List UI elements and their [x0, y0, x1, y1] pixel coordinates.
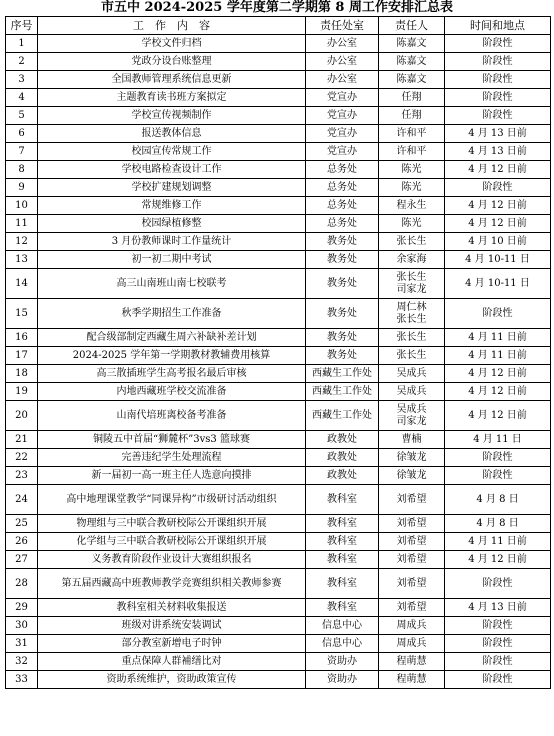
person-cell: 陈嘉文	[379, 71, 445, 89]
table-row	[6, 431, 551, 449]
row-number: 2	[6, 53, 38, 71]
time-cell: 4 月 13 日前	[445, 599, 551, 617]
task-cell: 物理组与三中联合教研校际公开课组织开展	[38, 515, 306, 533]
department-cell: 西藏生工作处	[306, 383, 379, 401]
table-row	[6, 161, 551, 179]
department-cell: 教科室	[306, 551, 379, 569]
table-row	[6, 89, 551, 107]
person-cell: 许和平	[379, 125, 445, 143]
person-cell: 张长生	[379, 329, 445, 347]
person-cell: 任翔	[379, 107, 445, 125]
header-number: 序号	[6, 17, 38, 35]
header-time: 时间和地点	[445, 17, 551, 35]
person-cell: 刘希望	[379, 515, 445, 533]
task-cell: 常规维修工作	[38, 197, 306, 215]
person-cell: 曹楠	[379, 431, 445, 449]
department-cell: 办公室	[306, 53, 379, 71]
row-number: 23	[6, 467, 38, 485]
time-cell: 4 月 8 日	[445, 485, 551, 515]
row-number: 19	[6, 383, 38, 401]
person-cell: 陈光	[379, 161, 445, 179]
table-row	[6, 125, 551, 143]
department-cell: 总务处	[306, 179, 379, 197]
table-row	[6, 365, 551, 383]
department-cell: 教务处	[306, 299, 379, 329]
task-cell: 教科室相关材料收集报送	[38, 599, 306, 617]
table-row	[6, 215, 551, 233]
row-number: 22	[6, 449, 38, 467]
table-row	[6, 347, 551, 365]
document-title: 市五中 2024-2025 学年度第二学期第 8 周工作安排汇总表	[101, 0, 453, 15]
person-cell: 任翔	[379, 89, 445, 107]
row-number: 7	[6, 143, 38, 161]
table-row	[6, 53, 551, 71]
task-cell: 义务教育阶段作业设计大赛组织报名	[38, 551, 306, 569]
table-row	[6, 143, 551, 161]
department-cell: 教科室	[306, 485, 379, 515]
time-cell: 4 月 12 日前	[445, 383, 551, 401]
department-cell: 政教处	[306, 449, 379, 467]
task-cell: 山南代培班离校备考准备	[38, 401, 306, 431]
person-cell: 张长生	[379, 233, 445, 251]
table-row	[6, 251, 551, 269]
department-cell: 教科室	[306, 515, 379, 533]
time-cell: 阶段性	[445, 653, 551, 671]
row-number: 28	[6, 569, 38, 599]
time-cell: 4 月 12 日前	[445, 215, 551, 233]
task-cell: 第五届西藏高中班教师教学竞赛组织相关教师参赛	[38, 569, 306, 599]
person-cell: 徐皱龙	[379, 467, 445, 485]
task-cell: 部分教室新增电子时钟	[38, 635, 306, 653]
task-cell: 学校电路检查设计工作	[38, 161, 306, 179]
task-cell: 主题教育读书班方案拟定	[38, 89, 306, 107]
row-number: 32	[6, 653, 38, 671]
time-cell: 4 月 11 日前	[445, 329, 551, 347]
row-number: 8	[6, 161, 38, 179]
task-cell: 3 月份教师课时工作量统计	[38, 233, 306, 251]
department-cell: 党宣办	[306, 89, 379, 107]
table-row	[6, 329, 551, 347]
department-cell: 教科室	[306, 599, 379, 617]
time-cell: 阶段性	[445, 449, 551, 467]
task-cell: 内地西藏班学校交流准备	[38, 383, 306, 401]
row-number: 3	[6, 71, 38, 89]
row-number: 4	[6, 89, 38, 107]
department-cell: 政教处	[306, 431, 379, 449]
department-cell: 教务处	[306, 329, 379, 347]
row-number: 14	[6, 269, 38, 299]
department-cell: 西藏生工作处	[306, 401, 379, 431]
time-cell: 阶段性	[445, 467, 551, 485]
task-cell: 校园宣传常规工作	[38, 143, 306, 161]
person-cell: 吴成兵	[379, 365, 445, 383]
row-number: 26	[6, 533, 38, 551]
task-cell: 化学组与三中联合教研校际公开课组织开展	[38, 533, 306, 551]
row-number: 17	[6, 347, 38, 365]
row-number: 9	[6, 179, 38, 197]
department-cell: 办公室	[306, 35, 379, 53]
time-cell: 阶段性	[445, 35, 551, 53]
person-cell: 刘希望	[379, 599, 445, 617]
table-row	[6, 617, 551, 635]
person-cell: 陈光	[379, 215, 445, 233]
department-cell: 教务处	[306, 269, 379, 299]
person-cell: 陈嘉文	[379, 35, 445, 53]
person-cell: 刘希望	[379, 551, 445, 569]
person-cell: 吴成兵	[379, 383, 445, 401]
table-header-row	[6, 17, 551, 35]
task-cell: 铜陵五中首届“狮麓杯”3vs3 篮球赛	[38, 431, 306, 449]
row-number: 31	[6, 635, 38, 653]
header-department: 责任处室	[306, 17, 379, 35]
time-cell: 阶段性	[445, 179, 551, 197]
row-number: 5	[6, 107, 38, 125]
task-cell: 报送教体信息	[38, 125, 306, 143]
row-number: 30	[6, 617, 38, 635]
department-cell: 资助办	[306, 653, 379, 671]
time-cell: 4 月 12 日前	[445, 365, 551, 383]
task-cell: 学校文件归档	[38, 35, 306, 53]
department-cell: 教务处	[306, 347, 379, 365]
table-row	[6, 653, 551, 671]
time-cell: 4 月 10-11 日	[445, 269, 551, 299]
person-cell: 周仁林 张长生	[379, 299, 445, 329]
task-cell: 高三散插班学生高考报名最后审核	[38, 365, 306, 383]
table-row	[6, 107, 551, 125]
person-cell: 程萌慧	[379, 671, 445, 689]
time-cell: 阶段性	[445, 107, 551, 125]
row-number: 24	[6, 485, 38, 515]
person-cell: 陈嘉文	[379, 53, 445, 71]
time-cell: 阶段性	[445, 299, 551, 329]
row-number: 27	[6, 551, 38, 569]
table-row	[6, 233, 551, 251]
time-cell: 阶段性	[445, 89, 551, 107]
department-cell: 办公室	[306, 71, 379, 89]
header-person: 责任人	[379, 17, 445, 35]
table-row	[6, 551, 551, 569]
time-cell: 4 月 12 日前	[445, 551, 551, 569]
table-row	[6, 449, 551, 467]
department-cell: 党宣办	[306, 107, 379, 125]
person-cell: 徐皱龙	[379, 449, 445, 467]
time-cell: 4 月 10-11 日	[445, 251, 551, 269]
time-cell: 4 月 12 日前	[445, 161, 551, 179]
task-cell: 全国教师管理系统信息更新	[38, 71, 306, 89]
table-row	[6, 467, 551, 485]
row-number: 15	[6, 299, 38, 329]
time-cell: 阶段性	[445, 71, 551, 89]
task-cell: 新一届初一高一班主任人选意向摸排	[38, 467, 306, 485]
time-cell: 阶段性	[445, 671, 551, 689]
person-cell: 张长生	[379, 347, 445, 365]
time-cell: 4 月 8 日	[445, 515, 551, 533]
work-schedule-table	[5, 16, 551, 689]
person-cell: 程永生	[379, 197, 445, 215]
person-cell: 刘希望	[379, 485, 445, 515]
department-cell: 教务处	[306, 251, 379, 269]
time-cell: 4 月 10 日前	[445, 233, 551, 251]
task-cell: 学校扩建规划调整	[38, 179, 306, 197]
row-number: 10	[6, 197, 38, 215]
person-cell: 吴成兵 司家龙	[379, 401, 445, 431]
department-cell: 总务处	[306, 215, 379, 233]
row-number: 16	[6, 329, 38, 347]
time-cell: 4 月 11 日前	[445, 347, 551, 365]
time-cell: 4 月 12 日前	[445, 401, 551, 431]
table-body	[6, 35, 551, 689]
department-cell: 政教处	[306, 467, 379, 485]
person-cell: 刘希望	[379, 569, 445, 599]
department-cell: 信息中心	[306, 635, 379, 653]
table-row	[6, 383, 551, 401]
row-number: 29	[6, 599, 38, 617]
table-row	[6, 533, 551, 551]
time-cell: 阶段性	[445, 53, 551, 71]
task-cell: 高三山南班山南七校联考	[38, 269, 306, 299]
table-row	[6, 671, 551, 689]
task-cell: 初一初二期中考试	[38, 251, 306, 269]
time-cell: 4 月 13 日前	[445, 143, 551, 161]
row-number: 11	[6, 215, 38, 233]
person-cell: 程萌慧	[379, 653, 445, 671]
table-row	[6, 485, 551, 515]
table-row	[6, 401, 551, 431]
row-number: 12	[6, 233, 38, 251]
row-number: 13	[6, 251, 38, 269]
time-cell: 阶段性	[445, 635, 551, 653]
task-cell: 2024-2025 学年第一学期教材教辅费用核算	[38, 347, 306, 365]
row-number: 33	[6, 671, 38, 689]
department-cell: 资助办	[306, 671, 379, 689]
task-cell: 校园绿植修整	[38, 215, 306, 233]
department-cell: 教务处	[306, 233, 379, 251]
table-row	[6, 599, 551, 617]
time-cell: 4 月 12 日前	[445, 197, 551, 215]
table-row	[6, 515, 551, 533]
table-row	[6, 179, 551, 197]
table-row	[6, 635, 551, 653]
table-row	[6, 569, 551, 599]
task-cell: 配合级部制定西藏生周六补缺补差计划	[38, 329, 306, 347]
person-cell: 周成兵	[379, 635, 445, 653]
department-cell: 教科室	[306, 533, 379, 551]
header-task: 工 作 内 容	[38, 17, 306, 35]
table-row	[6, 299, 551, 329]
task-cell: 高中地理课堂教学“同课异构”市级研讨活动组织	[38, 485, 306, 515]
person-cell: 刘希望	[379, 533, 445, 551]
row-number: 6	[6, 125, 38, 143]
row-number: 25	[6, 515, 38, 533]
department-cell: 党宣办	[306, 125, 379, 143]
person-cell: 许和平	[379, 143, 445, 161]
row-number: 18	[6, 365, 38, 383]
task-cell: 班级对讲系统安装调试	[38, 617, 306, 635]
task-cell: 资助系统维护，资助政策宣传	[38, 671, 306, 689]
time-cell: 4 月 11 日前	[445, 533, 551, 551]
time-cell: 4 月 13 日前	[445, 125, 551, 143]
department-cell: 党宣办	[306, 143, 379, 161]
department-cell: 西藏生工作处	[306, 365, 379, 383]
task-cell: 党政分设台账整理	[38, 53, 306, 71]
time-cell: 阶段性	[445, 617, 551, 635]
row-number: 20	[6, 401, 38, 431]
time-cell: 阶段性	[445, 569, 551, 599]
department-cell: 总务处	[306, 197, 379, 215]
department-cell: 教科室	[306, 569, 379, 599]
department-cell: 信息中心	[306, 617, 379, 635]
table-row	[6, 35, 551, 53]
time-cell: 4 月 11 日	[445, 431, 551, 449]
person-cell: 周成兵	[379, 617, 445, 635]
table-row	[6, 71, 551, 89]
department-cell: 总务处	[306, 161, 379, 179]
table-row	[6, 269, 551, 299]
row-number: 21	[6, 431, 38, 449]
task-cell: 学校宣传视频制作	[38, 107, 306, 125]
row-number: 1	[6, 35, 38, 53]
task-cell: 秋季学期招生工作准备	[38, 299, 306, 329]
person-cell: 陈光	[379, 179, 445, 197]
task-cell: 重点保障人群補缮比对	[38, 653, 306, 671]
table-row	[6, 197, 551, 215]
person-cell: 余家海	[379, 251, 445, 269]
person-cell: 张长生 司家龙	[379, 269, 445, 299]
task-cell: 完善违纪学生处理流程	[38, 449, 306, 467]
